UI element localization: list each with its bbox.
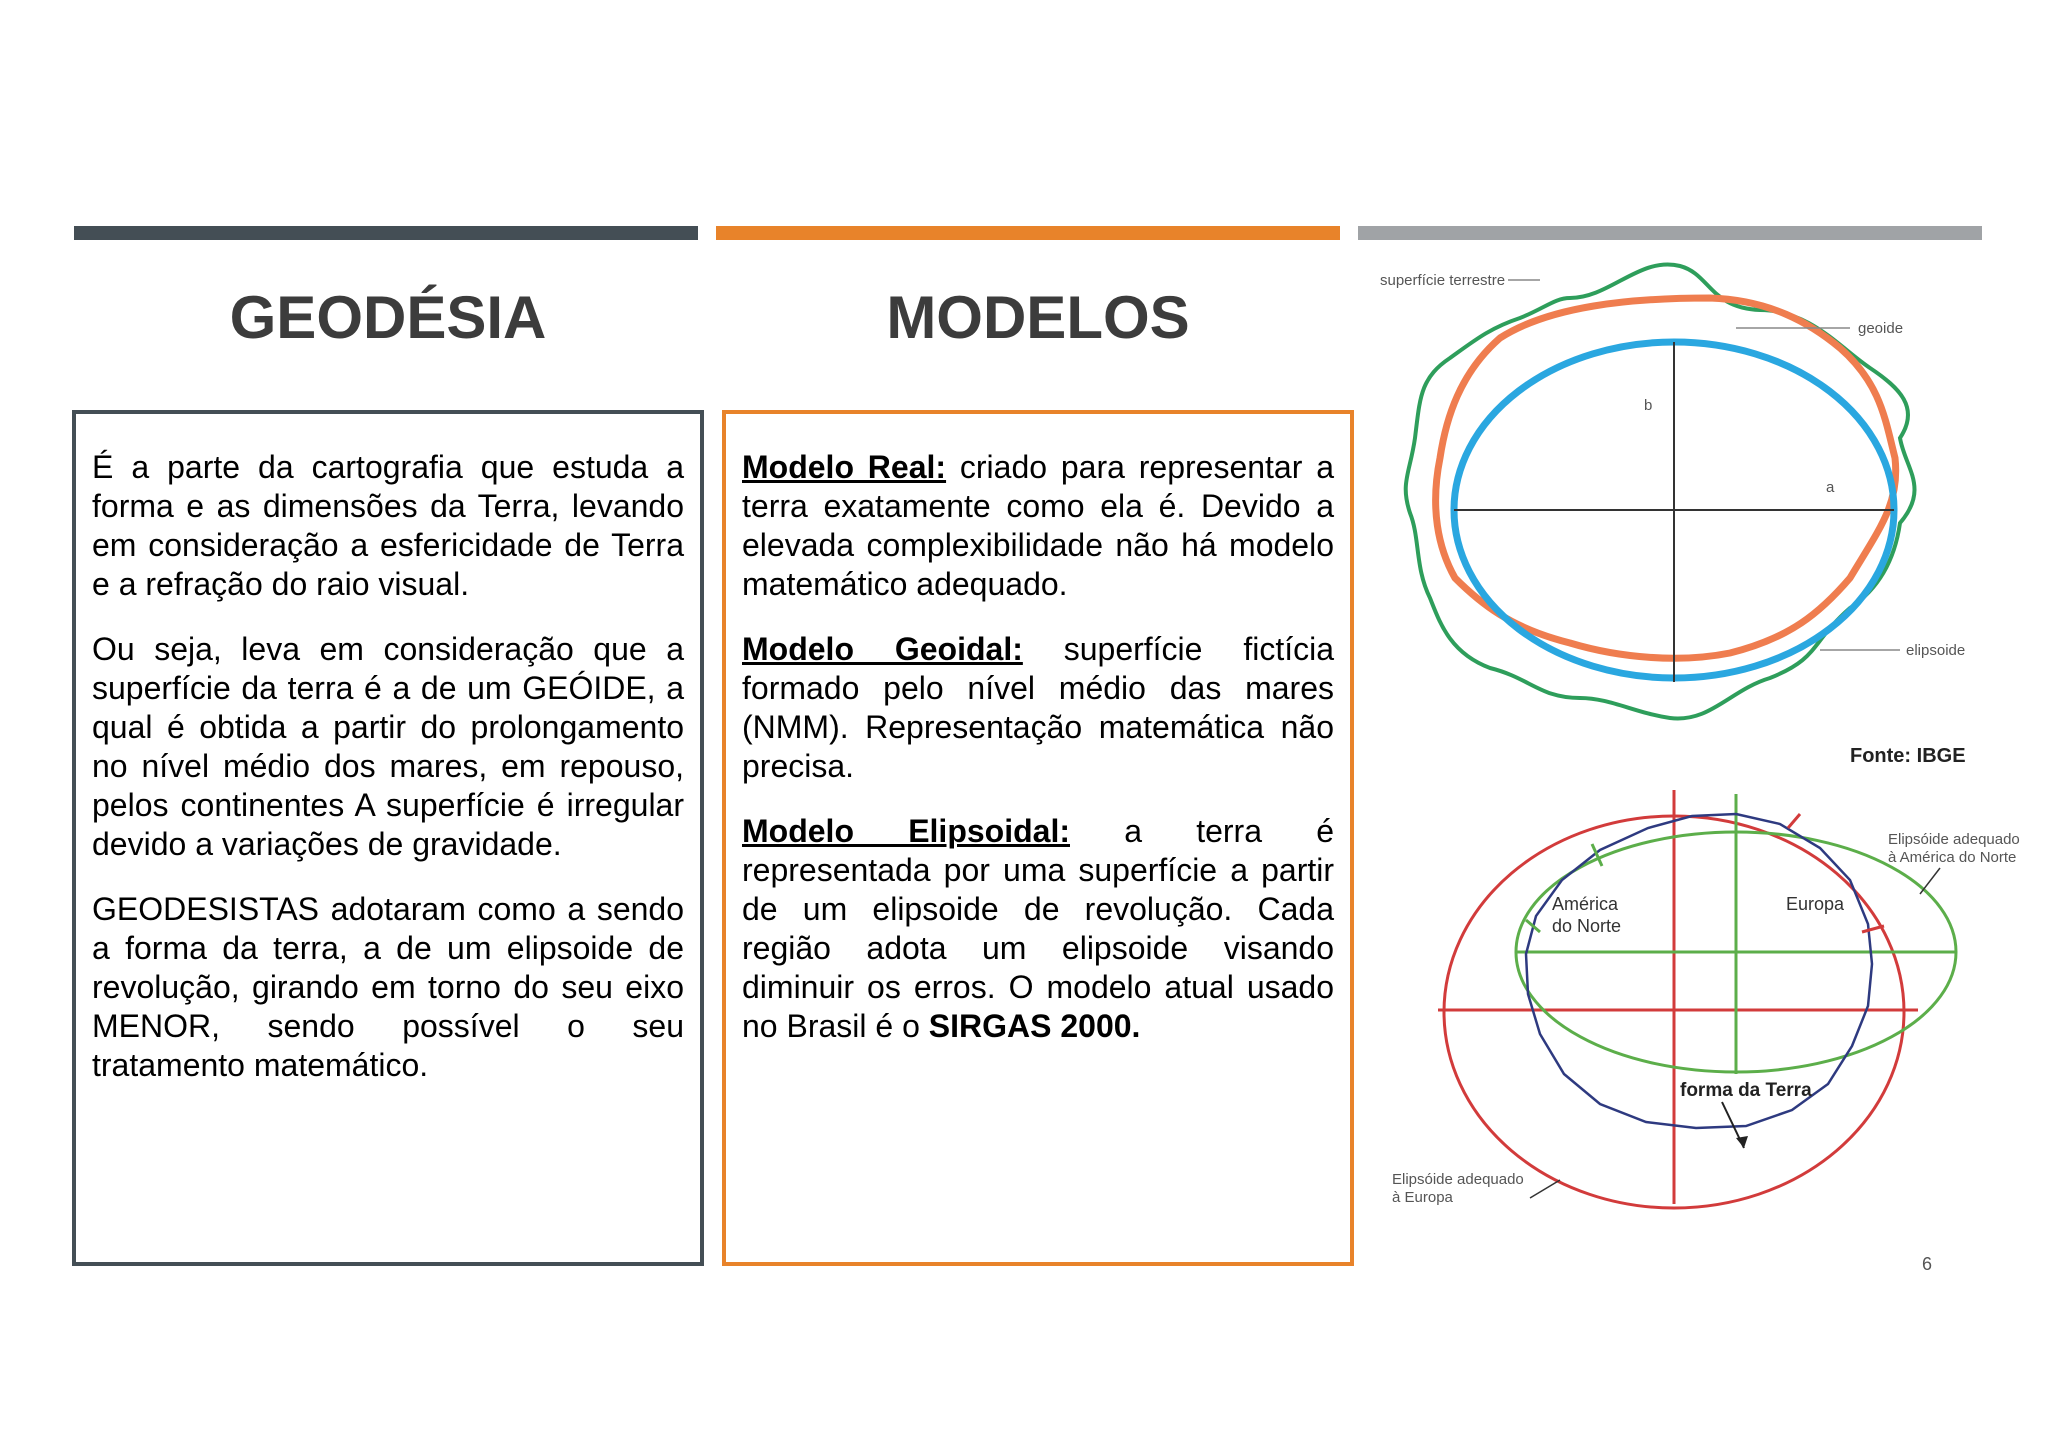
geodesia-textbox bbox=[72, 410, 704, 1266]
accent-bar-right bbox=[1358, 226, 1982, 240]
geodesia-paragraph-1: É a parte da cartografia que estuda a forma e as dimensões da Terra, levando em consideração a esfericidade de Terra e a refração do raio visual. bbox=[92, 449, 684, 602]
modelo-real-paragraph bbox=[742, 448, 1334, 604]
modelos-title: MODELOS bbox=[886, 284, 1190, 351]
america-label-line2: do Norte bbox=[1552, 916, 1622, 936]
europa-label: Europa bbox=[1786, 894, 1845, 914]
america-ellipsoid-arrow bbox=[1920, 868, 1940, 894]
earth-shape-arrowhead bbox=[1736, 1136, 1748, 1148]
ellipsoid-label: elipsoide bbox=[1906, 642, 1966, 659]
geodesia-title: GEODÉSIA bbox=[229, 284, 547, 351]
modelos-textbox bbox=[722, 410, 1354, 1266]
america-label-line1: América bbox=[1552, 894, 1619, 914]
modelo-geoidal-text: superfície fictícia formado pelo nível médio das mares (NMM). Representação matemática não precisa. bbox=[742, 631, 1334, 784]
modelo-geoidal-paragraph bbox=[742, 630, 1334, 786]
america-ellipsoid-label-line2: à América do Norte bbox=[1888, 849, 2017, 866]
geoid-ellipsoid-figure bbox=[1380, 258, 2040, 778]
modelo-real-label: Modelo Real: bbox=[742, 449, 947, 485]
europe-tick-1 bbox=[1788, 814, 1800, 828]
earth-shape-label: forma da Terra bbox=[1680, 1080, 1812, 1101]
modelo-elipsoidal-text: a terra é representada por uma superfície a partir de um elipsoide de revolução. Cada região adota um elipsoide visando diminuir os erros. O modelo atual usado no Brasil é o bbox=[742, 813, 1335, 1044]
europe-ellipsoid-label-line2: à Europa bbox=[1392, 1189, 1453, 1206]
regional-ellipsoids-figure bbox=[1380, 784, 2040, 1224]
modelo-elipsoidal-label: Modelo Elipsoidal: bbox=[742, 813, 1070, 849]
accent-bar-middle bbox=[716, 226, 1340, 240]
modelo-geoidal-label: Modelo Geoidal: bbox=[742, 631, 1023, 667]
europe-ellipsoid-label-line1: Elipsóide adequado bbox=[1392, 1171, 1524, 1188]
europe-ellipsoid-arrow bbox=[1530, 1180, 1560, 1198]
accent-bar-left bbox=[74, 226, 698, 240]
modelo-elipsoidal-paragraph bbox=[742, 812, 1334, 1046]
minor-axis-label: b bbox=[1644, 397, 1653, 414]
geoid-label: geoide bbox=[1858, 320, 1904, 337]
page-number: 6 bbox=[1922, 1254, 1933, 1274]
modelo-real-text: criado para representar a terra exatamente como ela é. Devido a elevada complexibilidade não há modelo matemático adequado. bbox=[742, 449, 1335, 602]
source-label: Fonte: IBGE bbox=[1850, 745, 1966, 767]
surface-label: superfície terrestre bbox=[1380, 272, 1506, 289]
major-axis-label: a bbox=[1826, 479, 1835, 496]
geodesia-paragraph-3: GEODESISTAS adotaram como a sendo a forma da terra, a de um elipsoide de revolução, girando em torno do seu eixo MENOR, sendo possível o seu tratamento matemático. bbox=[92, 891, 684, 1083]
america-ellipsoid-label-line1: Elipsóide adequado bbox=[1888, 831, 2020, 848]
sirgas-text: SIRGAS 2000. bbox=[928, 1008, 1141, 1044]
geodesia-paragraph-2: Ou seja, leva em consideração que a superfície da terra é a de um GEÓIDE, a qual é obtida a partir do prolongamento no nível médio dos mares, em repouso, pelos continentes A superfície é irregular devido a variações de gravidade. bbox=[92, 631, 684, 862]
